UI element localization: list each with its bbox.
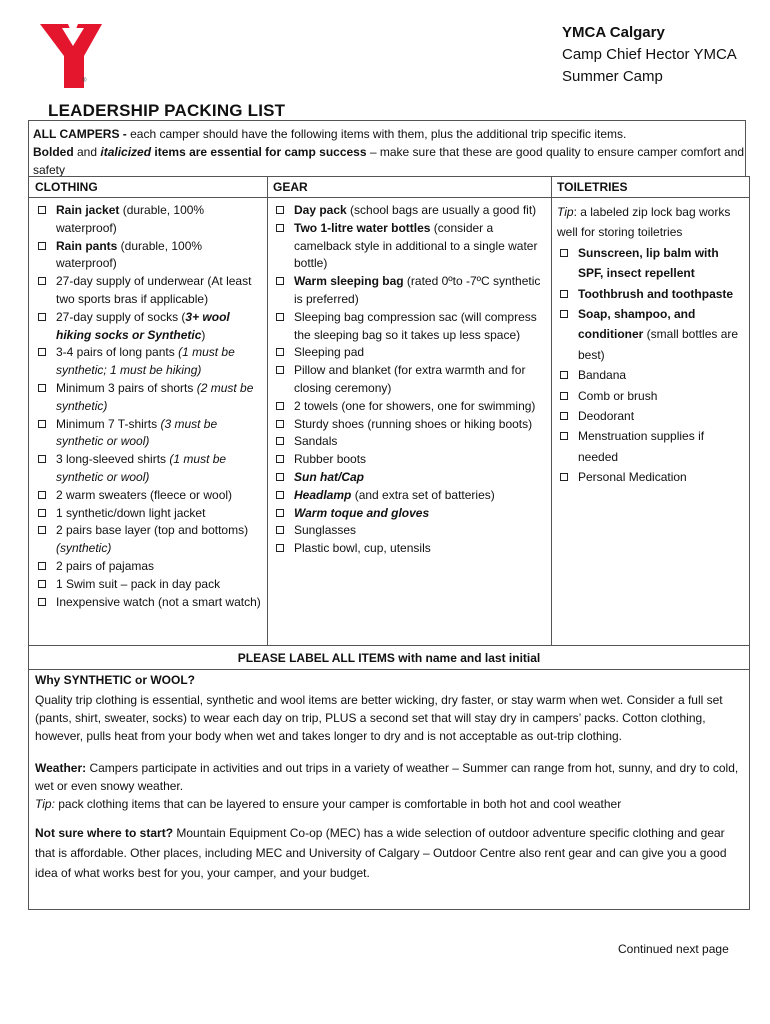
gear-item <box>273 522 547 540</box>
gear-item <box>273 202 547 220</box>
gear-item-text: Two 1-litre water bottles <box>294 220 431 235</box>
notes-box <box>28 646 750 910</box>
gear-item-text: Warm sleeping bag <box>294 274 404 289</box>
start-paragraph <box>35 823 741 883</box>
gear-item-text: (rated 0ºto -7ºC synthetic is preferred) <box>294 274 541 306</box>
toiletries-column <box>551 177 749 645</box>
packing-table <box>28 176 750 646</box>
continued-next-page: Continued next page <box>618 942 729 956</box>
toiletries-item <box>557 467 745 487</box>
clothing-item-text: (durable, 100% waterproof) <box>56 203 205 235</box>
gear-item-text: Plastic bowl, cup, utensils <box>294 541 431 556</box>
clothing-item-text: 3 long-sleeved shirts <box>56 452 170 467</box>
gear-item-text: Sandals <box>294 434 338 449</box>
toiletries-item-text: Deodorant <box>578 409 635 424</box>
intro-italicized: italicized <box>100 145 152 159</box>
tip-label: Tip: <box>35 797 55 811</box>
clothing-item <box>35 558 263 576</box>
clothing-header: CLOTHING <box>29 177 267 198</box>
clothing-item-text: Minimum 3 pairs of shorts <box>56 380 197 395</box>
toiletries-tip-label: Tip <box>557 205 574 219</box>
toiletries-item-text: Comb or brush <box>578 388 658 403</box>
gear-item <box>273 220 547 273</box>
clothing-item <box>35 594 263 612</box>
clothing-item <box>35 380 263 416</box>
intro-essential: items are essential for camp success <box>151 145 367 159</box>
notes-body <box>29 671 749 883</box>
checkbox-icon[interactable] <box>276 348 284 356</box>
registered-mark: ® <box>82 78 87 84</box>
checkbox-icon[interactable] <box>560 432 568 440</box>
intro-box <box>28 120 746 176</box>
checkbox-icon[interactable] <box>38 455 46 463</box>
toiletries-item <box>557 365 745 385</box>
toiletries-item-text: Menstruation supplies if needed <box>578 429 705 464</box>
gear-item <box>273 433 547 451</box>
gear-item <box>273 469 547 487</box>
weather-paragraph <box>35 759 741 795</box>
checkbox-icon[interactable] <box>38 313 46 321</box>
intro-line1-text: each camper should have the following items with them, plus the additional trip specific items. <box>126 127 627 141</box>
checkbox-icon[interactable] <box>38 384 46 392</box>
gear-item-text: Sunglasses <box>294 523 357 538</box>
org-name: YMCA Calgary <box>562 24 665 41</box>
camp-name-line2: Summer Camp <box>562 68 663 85</box>
clothing-item-text: Inexpensive watch (not a smart watch) <box>56 594 261 609</box>
clothing-item <box>35 451 263 487</box>
ymca-logo <box>40 24 106 90</box>
clothing-item-text: (synthetic) <box>56 541 112 556</box>
checkbox-icon[interactable] <box>560 371 568 379</box>
toiletries-item-text: (small bottles are best) <box>578 327 739 362</box>
checkbox-icon[interactable] <box>276 455 284 463</box>
gear-item-text: (consider a camelback style in additional to a single water bottle) <box>294 220 538 271</box>
why-text: Quality trip clothing is essential, synthetic and wool items are better wicking, dry faster, or stay warm when wet. Consider a full set (pants, shirt, sweater, socks) to wear each day on trip, PLUS a second set that will stay dry in campers’ packs. Cotton clothing, however, pulls heat from your body when wet and takes longer to dry and is not acceptable as out-trip clothing. <box>35 693 723 743</box>
toiletries-item <box>557 284 745 304</box>
clothing-item <box>35 344 263 380</box>
toiletries-item <box>557 426 745 467</box>
checkbox-icon[interactable] <box>38 420 46 428</box>
checkbox-icon[interactable] <box>276 491 284 499</box>
gear-header: GEAR <box>267 177 551 198</box>
intro-line2 <box>33 143 745 179</box>
label-all-items: PLEASE LABEL ALL ITEMS with name and last initial <box>29 646 749 670</box>
gear-item <box>273 362 547 398</box>
checkbox-icon[interactable] <box>276 544 284 552</box>
gear-item <box>273 451 547 469</box>
checkbox-icon[interactable] <box>560 249 568 257</box>
clothing-item-text: 27-day supply of underwear (At least two sports bras if applicable) <box>56 274 252 306</box>
toiletries-item <box>557 386 745 406</box>
intro-and: and <box>73 145 101 159</box>
clothing-item-text: 3+ wool hiking socks or Synthetic <box>56 309 230 342</box>
intro-line1 <box>33 125 745 143</box>
clothing-item-text: (1 must be synthetic or wool) <box>56 452 227 484</box>
gear-item <box>273 540 547 558</box>
gear-item <box>273 487 547 505</box>
checkbox-icon[interactable] <box>560 290 568 298</box>
weather-label: Weather: <box>35 761 87 775</box>
gear-column <box>267 177 552 645</box>
clothing-item <box>35 505 263 523</box>
gear-item <box>273 398 547 416</box>
checkbox-icon[interactable] <box>276 437 284 445</box>
clothing-item-text: 1 synthetic/down light jacket <box>56 505 206 520</box>
clothing-list <box>29 198 267 611</box>
tip-text: pack clothing items that can be layered to ensure your camper is comfortable in both hot and cool weather <box>54 797 622 811</box>
checkbox-icon[interactable] <box>38 206 46 214</box>
org-header <box>562 22 737 88</box>
toiletries-item-text: Personal Medication <box>578 470 687 485</box>
checkbox-icon[interactable] <box>38 242 46 250</box>
checkbox-icon[interactable] <box>38 509 46 517</box>
intro-all-campers: ALL CAMPERS - <box>33 127 127 141</box>
weather-text: Campers participate in activities and out trips in a variety of weather – Summer can range from hot, sunny, and dry to cold, wet or even snowy weather. <box>35 761 739 793</box>
toiletries-item <box>557 304 745 365</box>
clothing-item <box>35 416 263 452</box>
checkbox-icon[interactable] <box>276 224 284 232</box>
toiletries-header: TOILETRIES <box>551 177 749 198</box>
clothing-item-text: 27-day supply of socks ( <box>56 309 186 324</box>
checkbox-icon[interactable] <box>276 366 284 374</box>
clothing-item <box>35 273 263 309</box>
checkbox-icon[interactable] <box>276 206 284 214</box>
checkbox-icon[interactable] <box>560 310 568 318</box>
checkbox-icon[interactable] <box>276 509 284 517</box>
start-label: Not sure where to start? <box>35 826 174 840</box>
clothing-item-text: (3 must be synthetic or wool) <box>56 416 218 449</box>
checkbox-icon[interactable] <box>276 473 284 481</box>
gear-item-text: Headlamp <box>294 487 352 502</box>
camp-name-line1: Camp Chief Hector YMCA <box>562 46 737 63</box>
clothing-item <box>35 487 263 505</box>
toiletries-tip-text: : a labeled zip lock bag works well for storing toiletries <box>557 205 731 240</box>
clothing-item-text: 2 pairs base layer (top and bottoms) <box>56 523 249 538</box>
checkbox-icon[interactable] <box>38 491 46 499</box>
gear-item <box>273 505 547 523</box>
clothing-item-text: (durable, 100% waterproof) <box>56 238 203 271</box>
start-text: Mountain Equipment Co-op (MEC) has a wide selection of outdoor adventure specific clothing and gear that is affordable. Other places, including MEC and University of Calgary – Outdoor Centre also rent gear and can give you a good idea of what works best for you, your camper, and your budget. <box>35 826 727 880</box>
clothing-item-text: Rain pants <box>56 238 118 253</box>
gear-item <box>273 273 547 309</box>
checkbox-icon[interactable] <box>276 526 284 534</box>
clothing-item-text: (2 must be synthetic) <box>56 380 254 413</box>
clothing-item <box>35 309 263 345</box>
intro-line2-text: – make sure that these are good quality to ensure camper comfort and safety <box>33 145 745 177</box>
tip-paragraph <box>35 795 741 813</box>
clothing-item <box>35 522 263 558</box>
checkbox-icon[interactable] <box>560 412 568 420</box>
clothing-column <box>29 177 268 645</box>
page-title: LEADERSHIP PACKING LIST <box>48 101 286 120</box>
clothing-item-text: Rain jacket <box>56 203 120 217</box>
clothing-item-text: 1 Swim suit – pack in day pack <box>56 576 221 591</box>
gear-item-text: Sleeping pad <box>294 345 365 360</box>
clothing-item-text: Minimum 7 T-shirts <box>56 416 161 431</box>
gear-item <box>273 309 547 345</box>
gear-item <box>273 344 547 362</box>
toiletries-item-text: Soap, shampoo, and conditioner <box>578 307 696 342</box>
clothing-item <box>35 576 263 594</box>
checkbox-icon[interactable] <box>38 277 46 285</box>
gear-item <box>273 416 547 434</box>
gear-item-text: (and extra set of batteries) <box>351 487 495 502</box>
checkbox-icon[interactable] <box>38 562 46 570</box>
clothing-item-text: 3-4 pairs of long pants <box>56 345 179 360</box>
gear-item-text: Warm toque and gloves <box>294 505 430 520</box>
clothing-item <box>35 238 263 274</box>
checkbox-icon[interactable] <box>560 392 568 400</box>
toiletries-list <box>551 243 749 488</box>
gear-item-text: Rubber boots <box>294 452 367 467</box>
gear-item-text: Sun hat/Cap <box>294 469 365 484</box>
checkbox-icon[interactable] <box>38 348 46 356</box>
gear-item-text: 2 towels (one for showers, one for swimming) <box>294 398 536 413</box>
checkbox-icon[interactable] <box>276 420 284 428</box>
gear-item-text: Day pack <box>294 203 347 217</box>
gear-item-text: (school bags are usually a good fit) <box>346 203 537 217</box>
gear-item-text: Sturdy shoes (running shoes or hiking boots) <box>294 416 533 431</box>
checkbox-icon[interactable] <box>38 526 46 534</box>
checkbox-icon[interactable] <box>276 402 284 410</box>
clothing-item-text: 2 pairs of pajamas <box>56 558 155 573</box>
clothing-item <box>35 202 263 238</box>
gear-list <box>267 198 551 558</box>
toiletries-item <box>557 243 745 284</box>
why-heading: Why SYNTHETIC or WOOL? <box>35 673 195 687</box>
clothing-item-text: ) <box>201 327 206 342</box>
intro-bolded: Bolded <box>33 145 74 159</box>
clothing-item-text: (1 must be synthetic; 1 must be hiking) <box>56 345 235 378</box>
gear-item-text: Sleeping bag compression sac (will compress the sleeping bag so it takes up less space) <box>294 309 537 342</box>
checkbox-icon[interactable] <box>560 473 568 481</box>
checkbox-icon[interactable] <box>276 313 284 321</box>
toiletries-item-text: Toothbrush and toothpaste <box>578 286 734 301</box>
toiletries-item-text: Bandana <box>578 368 627 383</box>
checkbox-icon[interactable] <box>38 580 46 588</box>
toiletries-item-text: Sunscreen, lip balm with SPF, insect repellent <box>578 245 719 281</box>
toiletries-tip <box>551 198 749 243</box>
toiletries-item <box>557 406 745 426</box>
checkbox-icon[interactable] <box>276 277 284 285</box>
gear-item-text: Pillow and blanket (for extra warmth and for closing ceremony) <box>294 363 526 395</box>
clothing-item-text: 2 warm sweaters (fleece or wool) <box>56 487 233 502</box>
checkbox-icon[interactable] <box>38 598 46 606</box>
